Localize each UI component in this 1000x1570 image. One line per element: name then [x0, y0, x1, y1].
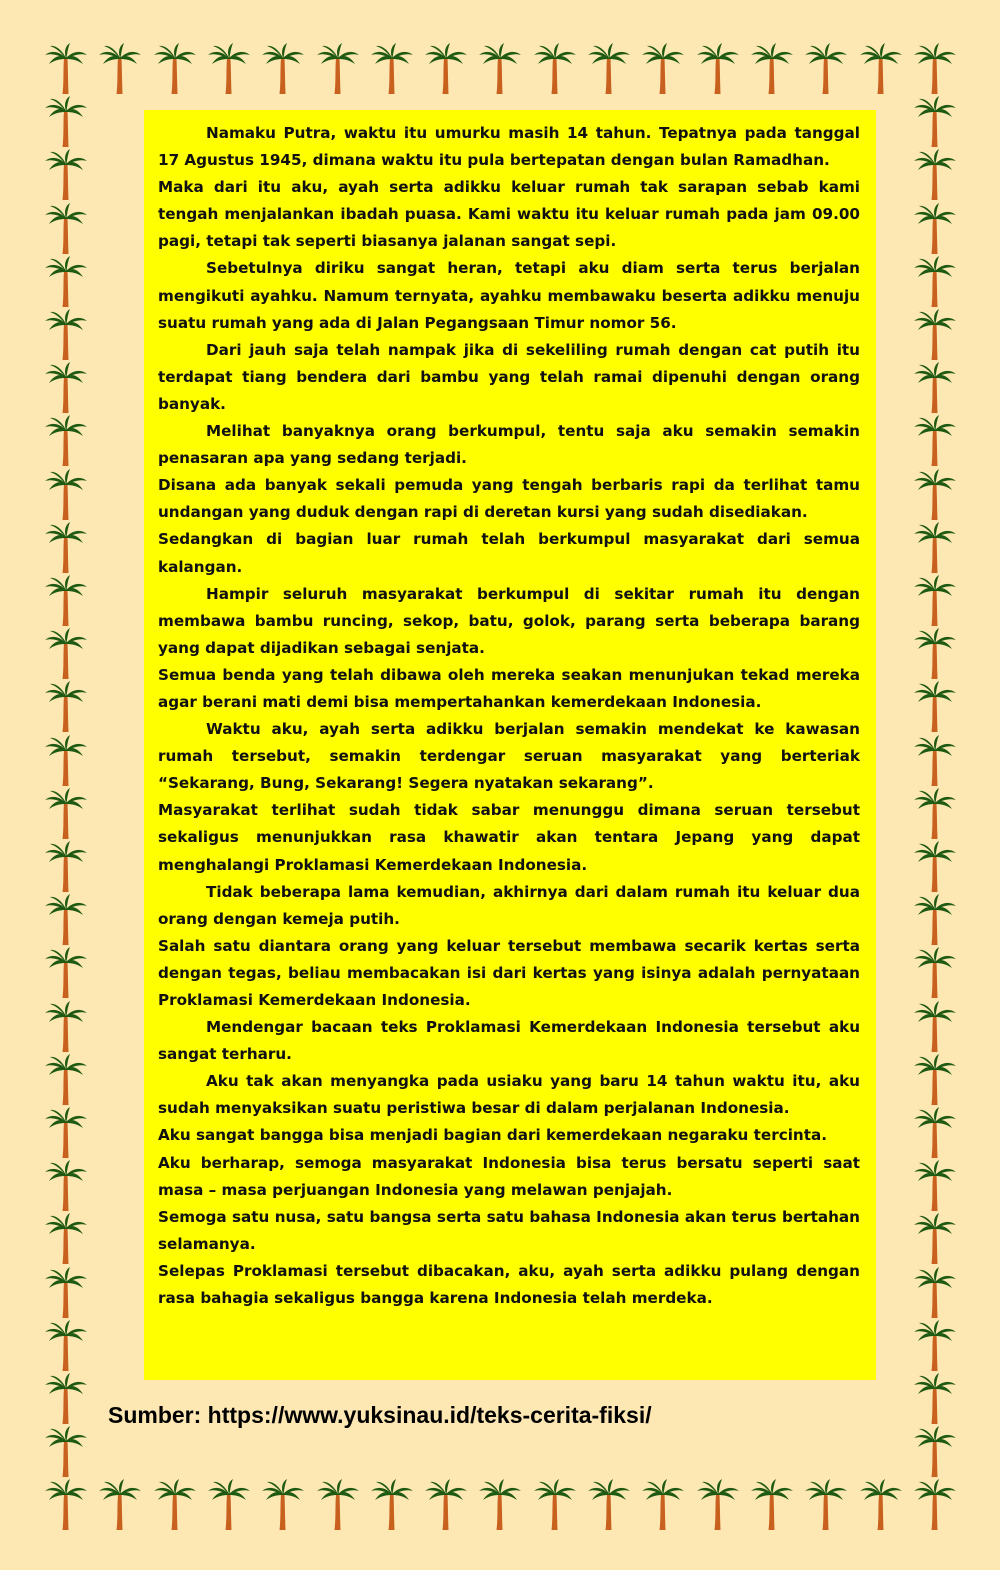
palm-tree-icon [859, 42, 903, 96]
story-paragraph: Sebetulnya diriku sangat heran, tetapi aku diam serta terus berjalan mengikuti ayahku. Namum ternyata, ayahku membawaku beserta adikku menuju suatu rumah yang ada di Jalan Pegangsaan Timur nomor 56. [158, 259, 860, 332]
source-citation: Sumber: https://www.yuksinau.id/teks-cerita-fiksi/ [108, 1402, 652, 1428]
palm-tree-icon [913, 1266, 957, 1320]
palm-tree-icon [44, 521, 88, 575]
story-paragraph: Aku tak akan menyangka pada usiaku yang baru 14 tahun waktu itu, aku sudah menyaksikan suatu peristiwa besar di dalam perjalanan Indonesia. [158, 1072, 860, 1118]
palm-tree-icon [207, 1478, 251, 1532]
story-paragraph: Semoga satu nusa, satu bangsa serta satu bahasa Indonesia akan terus bertahan selamanya. [158, 1207, 860, 1253]
palm-tree-icon [261, 42, 305, 96]
palm-tree-icon [913, 627, 957, 681]
palm-tree-icon [641, 42, 685, 96]
palm-tree-icon [370, 42, 414, 96]
palm-tree-icon [913, 680, 957, 734]
palm-tree-icon [44, 627, 88, 681]
palm-tree-icon [98, 42, 142, 96]
palm-tree-icon [587, 1478, 631, 1532]
palm-tree-icon [913, 42, 957, 96]
palm-tree-icon [478, 1478, 522, 1532]
story-paragraph: Aku berharap, semoga masyarakat Indonesia bisa terus bersatu seperti saat masa – masa perjuangan Indonesia yang melawan penjajah. [158, 1153, 860, 1199]
palm-tree-icon [913, 361, 957, 415]
palm-tree-icon [641, 1478, 685, 1532]
palm-tree-icon [98, 1478, 142, 1532]
palm-tree-icon [913, 1425, 957, 1479]
palm-tree-icon [44, 787, 88, 841]
story-paragraph: Salah satu diantara orang yang keluar tersebut membawa secarik kertas serta dengan tegas, beliau membacakan isi dari kertas yang isinya adalah pernyataan Proklamasi Kemerdekaan Indonesia. [158, 936, 860, 1009]
palm-tree-icon [44, 1425, 88, 1479]
palm-tree-icon [913, 787, 957, 841]
story-paragraph: Aku sangat bangga bisa menjadi bagian dari kemerdekaan negaraku tercinta. [158, 1126, 827, 1145]
palm-tree-icon [913, 308, 957, 362]
story-paragraph: Semua benda yang telah dibawa oleh mereka seakan menunjukan tekad mereka agar berani mati demi bisa mempertahankan kemerdekaan Indonesia. [158, 665, 860, 711]
palm-tree-icon [913, 1106, 957, 1160]
palm-tree-icon [44, 148, 88, 202]
palm-tree-icon [750, 42, 794, 96]
story-paragraph: Dari jauh saja telah nampak jika di sekeliling rumah dengan cat putih itu terdapat tiang bendera dari bambu yang telah ramai dipenuhi dengan orang banyak. [158, 340, 860, 413]
palm-tree-icon [44, 840, 88, 894]
palm-tree-icon [261, 1478, 305, 1532]
story-paragraph: Hampir seluruh masyarakat berkumpul di sekitar rumah itu dengan membawa bambu runcing, sekop, batu, golok, parang serta beberapa barang yang dapat dijadikan sebagai senjata. [158, 584, 860, 657]
story-paragraph: Masyarakat terlihat sudah tidak sabar menunggu dimana seruan tersebut sekaligus menunjukkan rasa khawatir akan tentara Jepang yang dapat menghalangi Proklamasi Kemerdekaan Indonesia. [158, 801, 860, 874]
palm-tree-icon [44, 468, 88, 522]
palm-tree-icon [44, 255, 88, 309]
story-paragraph: Namaku Putra, waktu itu umurku masih 14 tahun. Tepatnya pada tanggal 17 Agustus 1945, dimana waktu itu pula bertepatan dengan bulan Ramadhan. [158, 124, 860, 170]
story-paragraph: Melihat banyaknya orang berkumpul, tentu saja aku semakin semakin penasaran apa yang sedang terjadi. [158, 422, 860, 468]
story-paragraph: Sedangkan di bagian luar rumah telah berkumpul masyarakat dari semua kalangan. [158, 530, 860, 576]
story-paragraph: Maka dari itu aku, ayah serta adikku keluar rumah tak sarapan sebab kami tengah menjalankan ibadah puasa. Kami waktu itu keluar rumah pada jam 09.00 pagi, tetapi tak seperti biasanya jalanan sangat sepi. [158, 178, 860, 251]
palm-tree-icon [913, 95, 957, 149]
palm-tree-icon [316, 1478, 360, 1532]
palm-tree-icon [424, 42, 468, 96]
palm-tree-icon [44, 893, 88, 947]
palm-tree-icon [207, 42, 251, 96]
palm-tree-icon [44, 1159, 88, 1213]
palm-tree-icon [913, 414, 957, 468]
palm-tree-icon [533, 42, 577, 96]
palm-tree-icon [44, 946, 88, 1000]
palm-tree-icon [913, 1372, 957, 1426]
palm-tree-icon [913, 1212, 957, 1266]
palm-tree-icon [913, 521, 957, 575]
story-paragraph: Disana ada banyak sekali pemuda yang tengah berbaris rapi da terlihat tamu undangan yang duduk dengan rapi di deretan kursi yang sudah disediakan. [158, 476, 860, 522]
palm-tree-icon [913, 574, 957, 628]
palm-tree-icon [153, 42, 197, 96]
palm-tree-icon [44, 1266, 88, 1320]
palm-tree-icon [44, 361, 88, 415]
palm-tree-icon [913, 1478, 957, 1532]
palm-tree-icon [44, 1000, 88, 1054]
palm-tree-icon [44, 1053, 88, 1107]
palm-tree-icon [44, 308, 88, 362]
palm-tree-icon [913, 1000, 957, 1054]
palm-tree-icon [44, 1212, 88, 1266]
palm-tree-icon [859, 1478, 903, 1532]
palm-tree-icon [913, 1319, 957, 1373]
palm-tree-icon [44, 95, 88, 149]
palm-tree-icon [804, 42, 848, 96]
palm-tree-icon [913, 840, 957, 894]
palm-tree-icon [44, 1372, 88, 1426]
palm-tree-icon [587, 42, 631, 96]
palm-tree-icon [370, 1478, 414, 1532]
palm-tree-icon [44, 680, 88, 734]
story-paragraph: Waktu aku, ayah serta adikku berjalan semakin mendekat ke kawasan rumah tersebut, semakin terdengar seruan masyarakat yang berteriak “Sekarang, Bung, Sekarang! Segera nyatakan sekarang”. [158, 720, 860, 793]
palm-tree-icon [44, 42, 88, 96]
palm-tree-icon [913, 1053, 957, 1107]
palm-tree-icon [44, 414, 88, 468]
palm-tree-icon [44, 202, 88, 256]
palm-tree-icon [804, 1478, 848, 1532]
palm-tree-icon [424, 1478, 468, 1532]
palm-tree-icon [44, 1478, 88, 1532]
story-paragraph: Mendengar bacaan teks Proklamasi Kemerdekaan Indonesia tersebut aku sangat terharu. [158, 1018, 860, 1064]
palm-tree-icon [913, 148, 957, 202]
palm-tree-icon [153, 1478, 197, 1532]
palm-tree-icon [913, 468, 957, 522]
palm-tree-icon [913, 202, 957, 256]
palm-tree-icon [913, 734, 957, 788]
palm-tree-icon [316, 42, 360, 96]
palm-tree-icon [533, 1478, 577, 1532]
palm-tree-icon [913, 893, 957, 947]
palm-tree-icon [44, 1106, 88, 1160]
palm-tree-icon [750, 1478, 794, 1532]
story-paragraph: Tidak beberapa lama kemudian, akhirnya dari dalam rumah itu keluar dua orang dengan kemeja putih. [158, 882, 860, 928]
palm-tree-icon [44, 574, 88, 628]
palm-tree-icon [913, 946, 957, 1000]
story-text-box [144, 110, 876, 1380]
palm-tree-icon [478, 42, 522, 96]
palm-tree-icon [44, 734, 88, 788]
story-paragraph: Selepas Proklamasi tersebut dibacakan, aku, ayah serta adikku pulang dengan rasa bahagia sekaligus bangga karena Indonesia telah merdeka. [158, 1261, 860, 1308]
palm-tree-icon [696, 1478, 740, 1532]
palm-tree-icon [913, 1159, 957, 1213]
palm-tree-icon [44, 1319, 88, 1373]
palm-tree-icon [696, 42, 740, 96]
palm-tree-icon [913, 255, 957, 309]
